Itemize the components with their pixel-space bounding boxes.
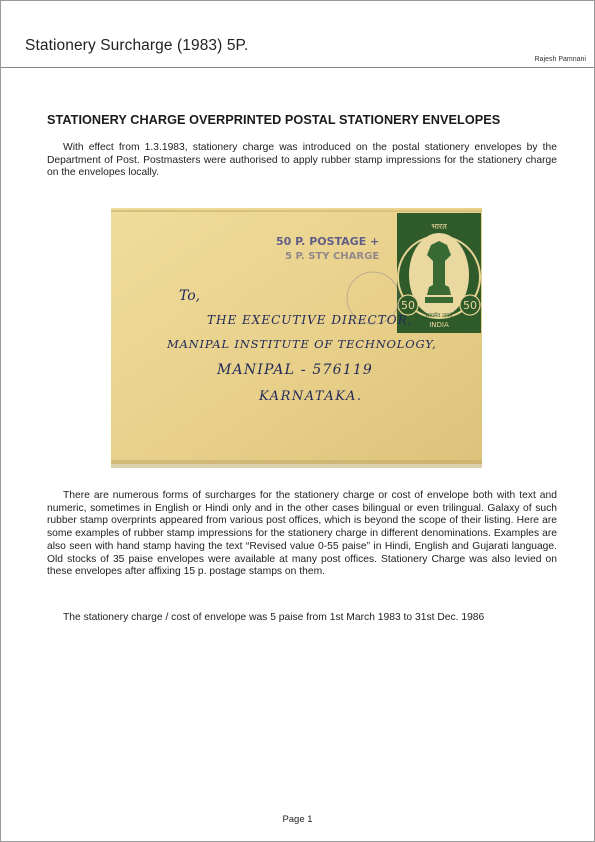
period-paragraph: The stationery charge / cost of envelope was 5 paise from 1st March 1983 to 31st Dec. 1986 bbox=[63, 612, 485, 623]
overprint-line-1: 50 P. POSTAGE + bbox=[276, 235, 380, 248]
lion-capital-base bbox=[425, 297, 453, 303]
stamp-value-left: 50 bbox=[401, 299, 415, 312]
address-line-1: THE EXECUTIVE DIRECTOR, bbox=[207, 313, 413, 327]
address-line-4: KARNATAKA. bbox=[259, 389, 363, 404]
section-heading: STATIONERY CHARGE OVERPRINTED POSTAL STATIONERY ENVELOPES bbox=[47, 113, 501, 127]
author-name: Rajesh Pamnani bbox=[534, 56, 586, 63]
address-line-3: MANIPAL - 576119 bbox=[217, 362, 374, 378]
overprint-line-2: 5 P. STY CHARGE bbox=[285, 251, 380, 262]
forms-paragraph: There are numerous forms of surcharges for the stationery charge or cost of envelope both with text and numeric, sometimes in English or Hindi only and in the other cases bilingual or even trilingual. Galaxy of such rubber stamp overprints appeared from various post offices, which is beyond the scope of their listing. Here are some examples of rubber stamp impressions for the stationery charge in different denominations. Examples are also seen with hand stamp having the text “Revised value 0-55 paise” in Hindi, English and Gujarati language. Old stocks of 35 paise envelopes were available at many post offices. Stationery Charge was also levied on these envelopes after affixing 15 p. postage stamps on them. bbox=[47, 490, 557, 578]
envelope-edge-shadow bbox=[111, 460, 482, 468]
header-divider bbox=[1, 67, 594, 68]
stamp-script-bottom: सत्यमेव जयते bbox=[425, 313, 453, 319]
page-number: Page 1 bbox=[282, 814, 313, 825]
stamp-india-label: INDIA bbox=[429, 321, 449, 329]
stamp-script-top: भारत bbox=[431, 222, 447, 231]
address-line-2: MANIPAL INSTITUTE OF TECHNOLOGY, bbox=[167, 337, 437, 351]
intro-paragraph: With effect from 1.3.1983, stationery charge was introduced on the postal stationery envelopes by the Department of Post. Postmasters were authorised to apply rubber stamp impressions for the stationery charge on the envelopes locally. bbox=[47, 142, 557, 179]
stamp-value-right: 50 bbox=[463, 299, 477, 312]
address-to: To, bbox=[179, 288, 201, 304]
page-header-title: Stationery Surcharge (1983) 5P. bbox=[25, 37, 249, 54]
envelope-image bbox=[111, 208, 482, 468]
